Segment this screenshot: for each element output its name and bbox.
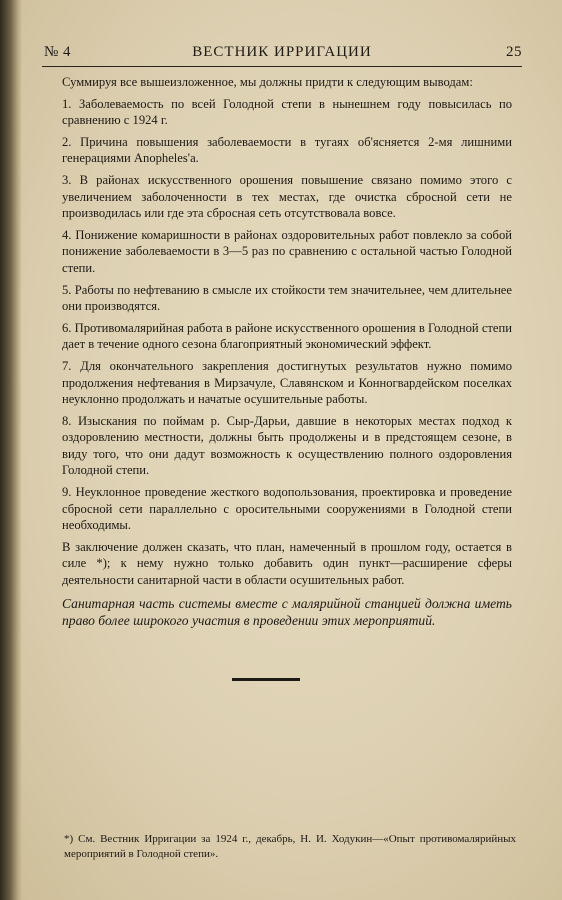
page-number: 25 [506,44,522,60]
conclusion-item-7: 7. Для окончательного закрепления достигнутых результатов нужно помимо продолжения нефтевания в Мирзачуле, Славянском и Конногвардейском поселках неуклонно продолжать и начатые осушительные работы. [62,358,512,407]
closing-paragraph: В заключение должен сказать, что план, намеченный в прошлом году, остается в силе *); к нему нужно только добавить один пункт—расширение сферы деятельности санитарной части в области осушительных работ. [62,539,512,588]
conclusion-item-4: 4. Понижение комаришности в районах оздоровительных работ повлекло за собой понижение заболеваемости в 3—5 раз по сравнению с остальной частью Голодной степи. [62,227,512,275]
book-spine-shadow [0,0,22,900]
issue-number: № 4 [44,44,72,60]
footnote: *) См. Вестник Ирригации за 1924 г., декабрь, Н. И. Ходукин—«Опыт противомалярийных мероприятий в Голодной степи». [64,833,516,860]
conclusion-item-2: 2. Причина повышения заболеваемости в тугаях об'ясняется 2-мя лишними генерациями Anopheles'а. [62,134,512,166]
conclusion-item-5: 5. Работы по нефтеванию в смысле их стойкости тем значительнее, чем длительнее они производятся. [62,282,512,314]
conclusion-item-6: 6. Противомалярийная работа в районе искусственного орошения в Голодной степи дает в течение одного сезона благоприятный экономический эффект. [62,320,512,352]
final-statement: Санитарная часть системы вместе с малярийной станцией должна иметь право более широкого участия в проведении этих мероприятий. [62,595,512,628]
conclusion-item-1: 1. Заболеваемость по всей Голодной степи в нынешнем году повысилась по сравнению с 1924 г. [62,96,512,128]
conclusion-item-8: 8. Изыскания по поймам р. Сыр-Дарьи, давшие в некоторых местах подход к оздоровлению местности, должны быть продолжены и в предстоящем сезоне, в виду того, что они дадут возможность к осуществлению полного оздоровления Голодной степи. [62,413,512,478]
page-header [42,42,522,67]
article-body [62,74,512,634]
conclusion-item-3: 3. В районах искусственного орошения повышение связано помимо этого с увеличением заболоченности в тех местах, где очистка сбросной сети не производилась или где эта сбросная сеть отсутствовала вовсе. [62,172,512,221]
journal-title: ВЕСТНИК ИРРИГАЦИИ [192,44,372,60]
conclusion-item-9: 9. Неуклонное проведение жесткого водопользования, проектировка и проведение сбросной сети параллельно с оросительными сооружениями в Голодной степи необходимы. [62,485,512,533]
intro-paragraph: Суммируя все вышеизложенное, мы должны придти к следующим выводам: [62,75,473,89]
section-divider [232,678,300,681]
